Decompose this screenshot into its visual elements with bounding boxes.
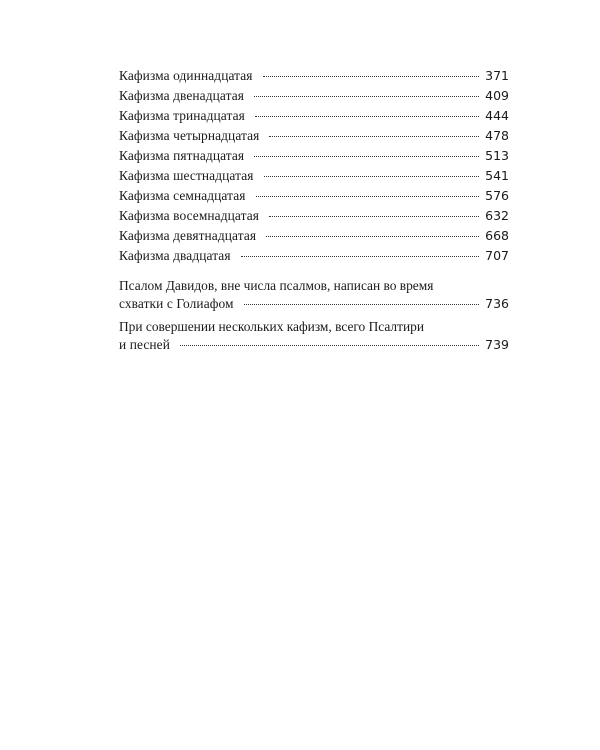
toc-entry-page: 371 [485,68,509,83]
toc-entry[interactable] [119,146,509,166]
toc-entry-title: Кафизма пятнадцатая [119,148,245,163]
dot-leader [263,76,480,77]
toc-entry[interactable] [119,126,509,146]
toc-entry-page: 736 [485,296,509,311]
toc-entry-page: 739 [485,337,509,352]
toc-entry-title-line1: Псалом Давидов, вне числа псалмов, написан во время [119,278,434,293]
toc-entry-page: 444 [485,108,509,123]
toc-entry-title: Кафизма одиннадцатая [119,68,253,83]
toc-entry[interactable] [119,166,509,186]
toc-entry[interactable] [119,86,509,106]
toc-entry-title: Кафизма тринадцатая [119,108,245,123]
dot-leader [266,236,479,237]
table-of-contents [119,66,509,354]
dot-leader [255,116,479,117]
toc-entry-last-line [119,336,509,354]
toc-entry-page: 541 [485,168,509,183]
toc-entry-title-line1: При совершении нескольких кафизм, всего Псалтири [119,319,424,334]
dot-leader [256,196,480,197]
toc-entry-last-line [119,295,509,313]
toc-entry-page: 409 [485,88,509,103]
toc-entry-page: 576 [485,188,509,203]
toc-entry-page: 478 [485,128,509,143]
dot-leader [241,256,480,257]
toc-entry-page: 668 [485,228,509,243]
toc-entry[interactable] [119,226,509,246]
toc-entry[interactable] [119,186,509,206]
toc-entry[interactable] [119,106,509,126]
toc-entry-multiline[interactable] [119,318,509,354]
toc-entry[interactable] [119,206,509,226]
toc-entry-title-line2: схватки с Голиафом [119,296,234,311]
toc-entry-title: Кафизма двадцатая [119,248,231,263]
dot-leader [244,304,480,305]
toc-entry-title-line2: и песней [119,337,170,352]
dot-leader [264,176,480,177]
dot-leader [180,345,479,346]
dot-leader [254,96,479,97]
section-gap [119,266,509,277]
toc-entry-title: Кафизма восемнадцатая [119,208,260,223]
toc-entry[interactable] [119,66,509,86]
toc-entry-multiline[interactable] [119,277,509,313]
dot-leader [254,156,479,157]
toc-entry-page: 513 [485,148,509,163]
toc-entry-title: Кафизма шестнадцатая [119,168,254,183]
toc-entry-page: 707 [485,248,509,263]
toc-entry-title: Кафизма двенадцатая [119,88,245,103]
toc-entry-title: Кафизма девятнадцатая [119,228,257,243]
toc-entry-page: 632 [485,208,509,223]
dot-leader [269,136,479,137]
dot-leader [269,216,479,217]
toc-entry-title: Кафизма семнадцатая [119,188,246,203]
toc-entry[interactable] [119,246,509,266]
toc-entry-title: Кафизма четырнадцатая [119,128,260,143]
